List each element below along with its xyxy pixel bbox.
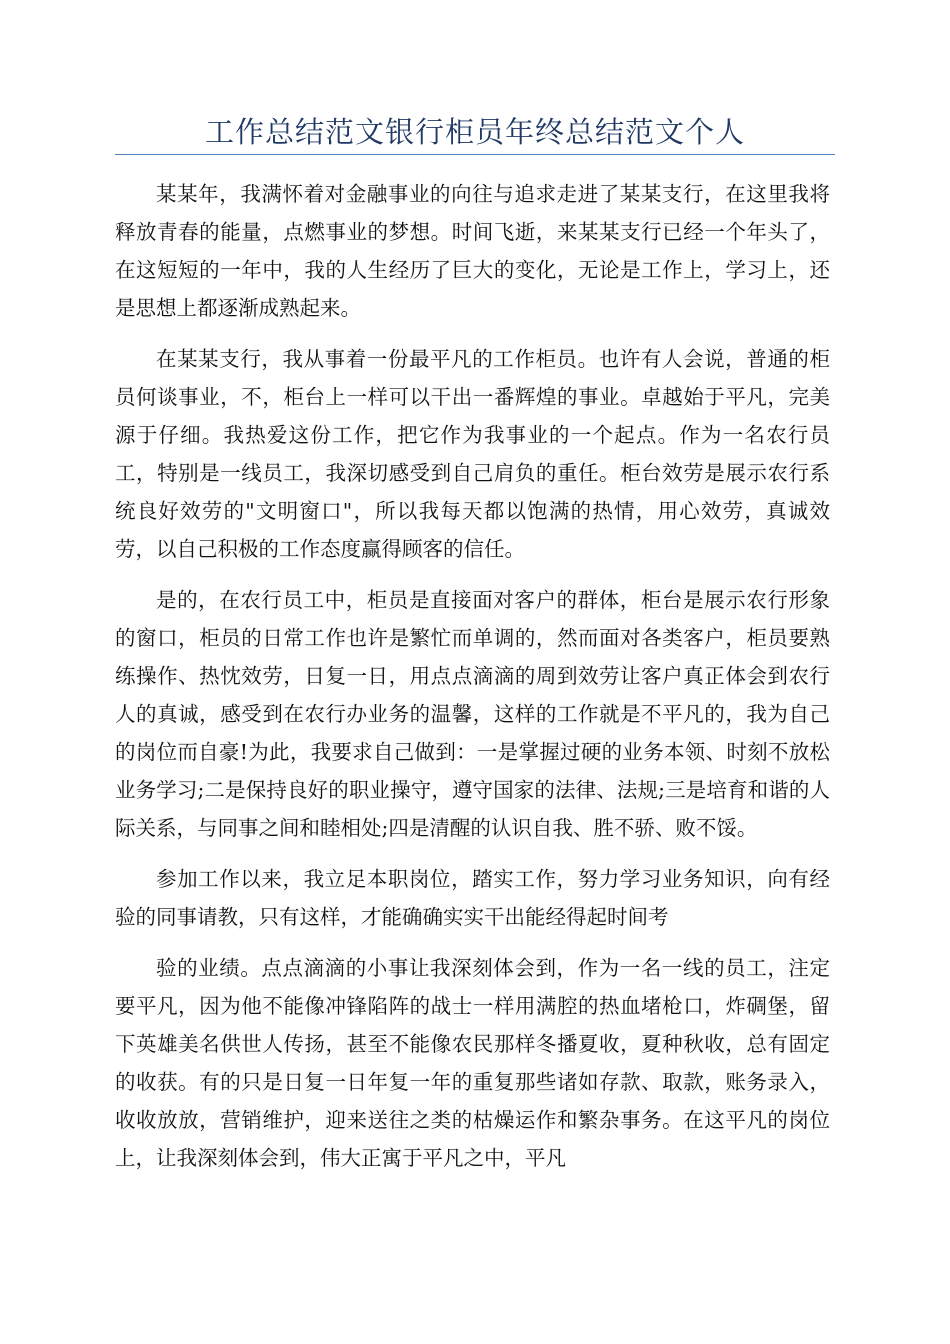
paragraph: 参加工作以来，我立足本职岗位，踏实工作，努力学习业务知识，向有经验的同事请教，只有这样，才能确确实实干出能经得起时间考 bbox=[115, 867, 830, 929]
document-title: 工作总结范文银行柜员年终总结范文个人 bbox=[204, 115, 745, 149]
paragraph: 是的，在农行员工中，柜员是直接面对客户的群体，柜台是展示农行形象的窗口，柜员的日常工作也许是繁忙而单调的，然而面对各类客户，柜员要熟练操作、热忱效劳，日复一日，用点点滴滴的周到效劳让客户真正体会到农行人的真诚，感受到在农行办业务的温馨，这样的工作就是不平凡的，我为自己的岗位而自豪!为此，我要求自己做到：一是掌握过硬的业务本领、时刻不放松业务学习;二是保持良好的职业操守，遵守国家的法律、法规;三是培育和谐的人际关系，与同事之间和睦相处;四是清醒的认识自我、胜不骄、败不馁。 bbox=[115, 588, 830, 840]
title-underline-divider bbox=[115, 154, 835, 155]
paragraph: 在某某支行，我从事着一份最平凡的工作柜员。也许有人会说，普通的柜员何谈事业，不，柜台上一样可以干出一番辉煌的事业。卓越始于平凡，完美源于仔细。我热爱这份工作，把它作为我事业的一个起点。作为一名农行员工，特别是一线员工，我深切感受到自己肩负的重任。柜台效劳是展示农行系统良好效劳的"文明窗口"，所以我每天都以饱满的热情，用心效劳，真诚效劳，以自己积极的工作态度赢得顾客的信任。 bbox=[115, 347, 830, 561]
document-body bbox=[115, 175, 830, 1190]
paragraph: 验的业绩。点点滴滴的小事让我深刻体会到，作为一名一线的员工，注定要平凡，因为他不能像冲锋陷阵的战士一样用满腔的热血堵枪口，炸碉堡，留下英雄美名供世人传扬，甚至不能像农民那样冬播夏收，夏种秋收，总有固定的收获。有的只是日复一日年复一年的重复那些诸如存款、取款，账务录入，收收放放，营销维护，迎来送往之类的枯燥运作和繁杂事务。在这平凡的岗位上，让我深刻体会到，伟大正寓于平凡之中，平凡 bbox=[115, 956, 830, 1170]
paragraph: 某某年，我满怀着对金融事业的向往与追求走进了某某支行，在这里我将释放青春的能量，点燃事业的梦想。时间飞逝，来某某支行已经一个年头了，在这短短的一年中，我的人生经历了巨大的变化，无论是工作上，学习上，还是思想上都逐渐成熟起来。 bbox=[115, 182, 830, 320]
